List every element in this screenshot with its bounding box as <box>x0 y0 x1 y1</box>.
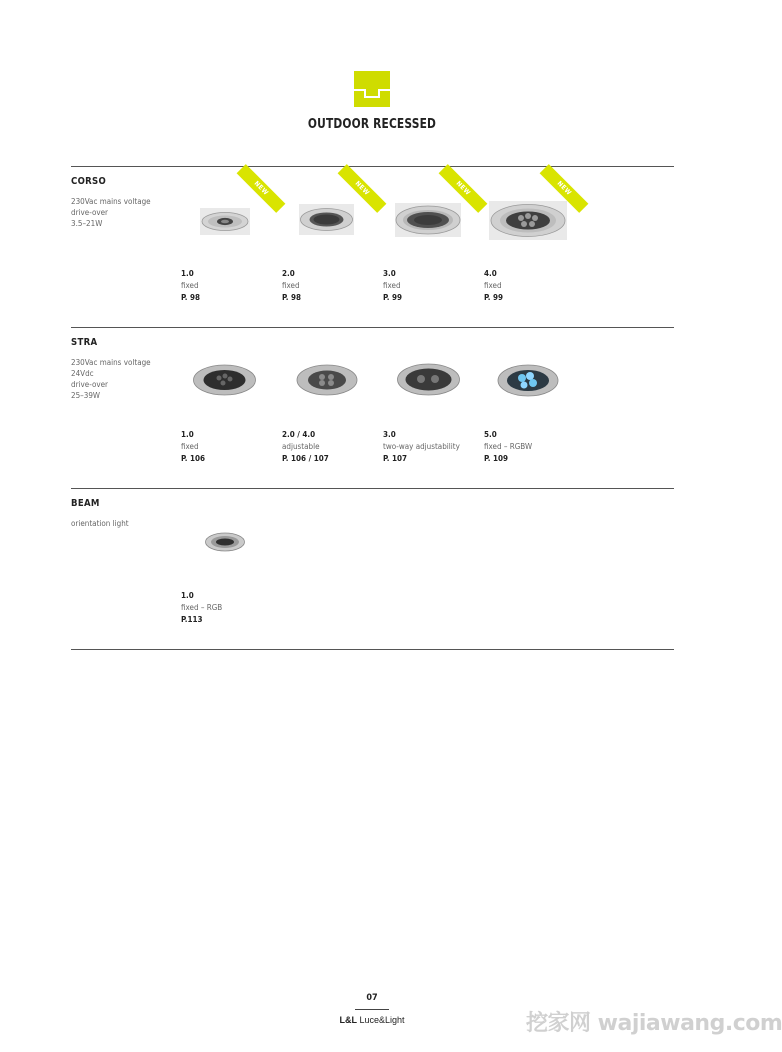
product-page-link[interactable]: P. 99 <box>383 293 403 302</box>
spec-line: drive-over <box>71 208 109 217</box>
product-page-link[interactable]: P. 109 <box>484 454 509 463</box>
product-label <box>181 268 200 304</box>
section-divider <box>71 327 674 328</box>
logo-mark-icon <box>354 71 390 107</box>
spec-line: 3.5–21W <box>71 219 103 228</box>
section-divider <box>71 166 674 167</box>
product-label <box>383 429 460 465</box>
product-label <box>484 268 503 304</box>
product-mode: fixed <box>181 442 199 451</box>
site-watermark: 挖家网 wajiawang.com <box>526 1011 782 1036</box>
product-code: 1.0 <box>181 430 194 439</box>
product-page-link[interactable]: P. 98 <box>282 293 302 302</box>
spec-line: 230Vac mains voltage <box>71 197 151 206</box>
product-mode: fixed <box>484 281 502 290</box>
product-code: 2.0 <box>282 269 295 278</box>
section-divider <box>71 649 674 650</box>
product-label <box>282 268 301 304</box>
new-badge-label: NEW <box>439 164 488 213</box>
product-label <box>383 268 402 304</box>
product-mode: fixed <box>282 281 300 290</box>
family-specs <box>71 196 151 229</box>
product-mode: fixed – RGBW <box>484 442 533 451</box>
product-code: 2.0 / 4.0 <box>282 430 316 439</box>
spec-line: 24Vdc <box>71 369 94 378</box>
new-badge <box>441 172 475 206</box>
product-code: 1.0 <box>181 591 194 600</box>
corso-3-0-image <box>395 203 461 237</box>
stra-5-0-image <box>497 364 559 397</box>
product-page-link[interactable]: P. 106 <box>181 454 206 463</box>
family-name: CORSO <box>71 176 107 187</box>
family-name: STRA <box>71 337 98 348</box>
product-page-link[interactable]: P. 107 <box>383 454 408 463</box>
page-title: OUTDOOR RECESSED <box>307 117 437 132</box>
new-badge <box>340 172 374 206</box>
product-mode: two-way adjustability <box>383 442 460 451</box>
page-number: 07 <box>366 993 378 1003</box>
product-code: 3.0 <box>383 430 396 439</box>
new-badge-label: NEW <box>338 164 387 213</box>
product-page-link[interactable]: P. 98 <box>181 293 201 302</box>
spec-line: 230Vac mains voltage <box>71 358 151 367</box>
stra-3-0-image <box>397 363 460 396</box>
stra-2-0-image <box>296 364 358 396</box>
stra-1-0-image <box>193 364 256 396</box>
product-label <box>282 429 329 465</box>
beam-1-0-image <box>205 532 245 552</box>
brand-rest: Luce&Light <box>356 1015 405 1025</box>
family-specs <box>71 357 151 401</box>
corso-2-0-image <box>299 204 354 235</box>
product-code: 3.0 <box>383 269 396 278</box>
product-mode: fixed – RGB <box>181 603 223 612</box>
product-page-link[interactable]: P.113 <box>181 615 203 624</box>
product-mode: adjustable <box>282 442 320 451</box>
corso-1-0-image <box>200 208 250 235</box>
footer-divider <box>355 1009 389 1010</box>
product-label <box>181 429 205 465</box>
new-badge-label: NEW <box>540 164 589 213</box>
product-label <box>181 590 222 626</box>
spec-line: 25–39W <box>71 391 101 400</box>
brand-logo <box>354 71 390 107</box>
product-code: 4.0 <box>484 269 497 278</box>
product-page-link[interactable]: P. 106 / 107 <box>282 454 329 463</box>
product-page-link[interactable]: P. 99 <box>484 293 504 302</box>
product-code: 5.0 <box>484 430 497 439</box>
new-badge <box>239 172 273 206</box>
product-mode: fixed <box>181 281 199 290</box>
new-badge-label: NEW <box>237 164 286 213</box>
family-specs <box>71 518 129 529</box>
spec-line: drive-over <box>71 380 109 389</box>
section-divider <box>71 488 674 489</box>
corso-4-0-image <box>489 201 567 240</box>
product-mode: fixed <box>383 281 401 290</box>
product-code: 1.0 <box>181 269 194 278</box>
product-label <box>484 429 532 465</box>
spec-line: orientation light <box>71 519 129 528</box>
family-name: BEAM <box>71 498 100 509</box>
brand-bold: L&L <box>339 1015 357 1025</box>
